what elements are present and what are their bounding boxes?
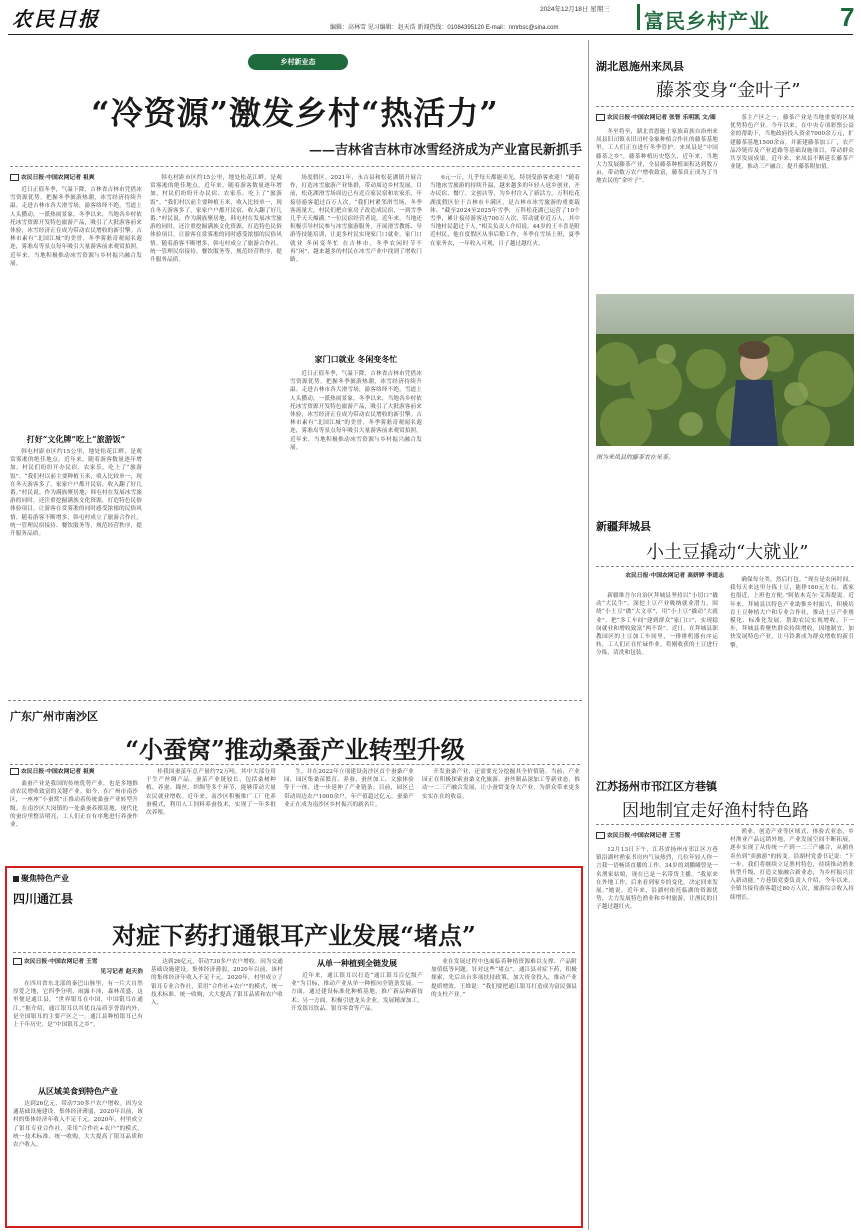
mid-col-3 <box>284 768 414 858</box>
top-inline-subhead-2: 家门口就业 冬闲变冬忙 <box>314 354 398 364</box>
top-byline-text: 农民日报·中国农网记者 祖爽 <box>21 175 95 181</box>
story-tag <box>248 54 348 70</box>
mid-headline: “小蚕窝”推动桑蚕产业转型升级 <box>125 735 465 764</box>
rt-col-1-text: 冬至将至，湖北省恩施土家族苗族自治州来凤县旧司镇永旧司村金象种植合作社的藤茶基地里，工人们正在进行冬季管护。来凤县是“中国藤茶之乡”，藤茶种植历史悠久，近年来，当地大力发展藤茶产业，全县藤茶种植面积达到数万亩，带动数万农户增收致富，藤茶真正成为了当地农民的“金叶子”。 <box>596 129 718 185</box>
right-mid-story <box>596 518 854 758</box>
page-number: 7 <box>840 2 855 32</box>
bottom-region: 四川通江县 <box>13 892 74 906</box>
mid-top-rule <box>8 700 582 701</box>
rt-region: 湖北恩施州来凤县 <box>596 60 684 73</box>
rm-byline <box>596 572 724 581</box>
top-col-2 <box>150 174 282 626</box>
middle-story <box>8 700 582 858</box>
mid-col-2 <box>146 768 276 858</box>
rb-col-2-text: 渔业，创造产业等区域式，体验式业态，乡村渔业产品远销外地，产业发展空间不断拓展，逐步实现了从传统一产到一二三产融合，从捕鱼卖鱼到“卖旅游”的转变。沿湖村党委书记说：“下一步，我们将继续立足渔村特色，持续推动渔业转型升级，打造文旅融合新业态，为乡村振兴注入新动能。”方巷镇党委负责人介绍，今年以来，全镇共接待游客超过80万人次，旅游综合收入持续增长。 <box>730 829 854 901</box>
rt-byline <box>596 114 724 123</box>
rm-byline-text: 农民日报·中国农网记者 高妍婷 李道志 <box>625 573 724 579</box>
mid-col-3-text: 生，并在2022年立项建设南沙区首个蚕桑产业园，园区集桑苗繁育、养蚕、蚕丝加工、文旅体验等于一体，进一步延伸了产业链条。目前，园区已带动周边农户1000余户，年产值超过亿元。蚕桑产业正在成为南沙区乡村振兴的新名片。 <box>284 769 414 808</box>
rb-byline <box>596 832 724 841</box>
column-divider <box>588 40 589 1230</box>
rb-col-1 <box>596 846 718 1224</box>
top-col-4-text: 6元一斤，几乎每天都能卖光，特别受游客欢迎！”随着当地冰雪旅游的持续升温，越来越多的年轻人返乡创业，开办民宿、餐厅、文创店等，为乡村注入了新活力。万科松花湖度假区位于吉林市丰满区，是吉林市冰雪旅游的重要载体。“截至2024至2025年雪季，万科松花湖已运营了10个雪季，累计接待游客达700万人次，带动就业近万人，其中当地村民超过千人。”相关负责人介绍说。44岁的王丰喜是附近村民，他在度假区从事后勤工作，冬季在雪场上班，夏季在家务农，一年收入可观，日子越过越红火。 <box>430 175 580 247</box>
rt-byline-text: 农民日报·中国农网记者 张智 乐明凯 文/图 <box>607 115 716 121</box>
bottom-col-4-text: 业在发展过程中也面临着种植资源难以支撑、产品附加值低等问题。针对这些“堵点”，通江县对症下药，积极探索，先后出台多项扶持政策，加大资金投入，推动产业提质增效。王维说：“我们要把通江银耳打造成为富民强县的支柱产业。” <box>431 959 577 998</box>
newspaper-logo: 农民日报 <box>12 7 100 31</box>
top-col-4 <box>430 174 580 626</box>
tea-farmer-photo-art <box>596 294 854 446</box>
top-byline <box>10 174 150 183</box>
bottom-subhead-1: 从区域美食到特色产业 <box>38 1086 118 1096</box>
top-story <box>8 42 582 692</box>
section-title: 富民乡村产业 <box>644 11 770 33</box>
photo-caption: 图为来凤县的藤茶农在采茶。 <box>596 454 675 461</box>
top-headline: “冷资源”激发乡村“热活力” <box>91 94 499 132</box>
right-bottom-story <box>596 778 854 1228</box>
top-divider <box>10 166 580 167</box>
bottom-col-2-text: 达到26亿元，带动730多户农户增收。因为交通基础设施建设，集体经济薄弱，2020年以前，该村的集体经济年收入不足千元。2020年，村里成立了银耳专业合作社，采用“合作社+农户”的模式，统一技术标准、统一收购，大大提高了银耳品质和农户收入。 <box>151 959 283 1007</box>
masthead <box>0 0 861 36</box>
bottom-subhead-2: 从单一种植到全链发展 <box>317 958 397 968</box>
rt-headline: 藤茶变身“金叶子” <box>656 80 801 101</box>
top-col-1-text: 近日正值冬季，气温下降，吉林省吉林市凭借冰雪资源优势，把握冬季旅游热潮，冰雪经济持续升温。走进吉林市各大滑雪场，游客络绎不绝，雪道上人头攒动，一派热闹景象。冬季以来，当地各乡村依托冰雪资源开发特色旅游产品，吸引了大批游客前来体验，冰雪经济正在成为带动农民增收的新引擎。吉林市素有“北国江城”的美誉，冬季雾凇奇观闻名遐迩，雾凇岛等景点每年吸引大量游客前来观赏拍照。近年来，当地积极推动冰雪资源与乡村振兴融合发展。 <box>10 187 142 267</box>
bottom-col-1b <box>13 1100 143 1224</box>
rt-divider <box>596 106 854 107</box>
rt-col-2-text: 茶主产区之一，藤茶产业是当地重要的区域优势特色产业。今年以来，在中央专项彩票公益金的帮助下，当地政府投入资金7000余万元，扩建藤茶基地1500余亩，并新建藤茶加工厂，农产品冷链库及产业道路等基础设施项目，带动群众共享发展成果。近年来，来凤县不断延长藤茶产业链，推动三产融合，提升藤茶附加值。 <box>730 115 854 171</box>
top-col-3b <box>290 370 422 626</box>
top-col-3 <box>290 174 422 350</box>
section-bar-stripe <box>637 4 640 30</box>
mid-byline-text: 农民日报·中国农网记者 祖爽 <box>21 769 95 775</box>
mid-col-4-text: 开发蚕桑产业，还需要充分挖掘其全价值链。当前，产业园正在积极探索蚕桑文化旅游、蚕丝制品深加工等新业态，推动一二三产融合发展，让小蚕窝变身大产业，为群众带来更多实实在在的收益。 <box>422 769 580 800</box>
bottom-col-3 <box>291 972 423 1224</box>
top-subheadline: ——吉林省吉林市冰雪经济成为产业富民新抓手 <box>308 143 582 158</box>
top-col-3-text: 场度假区。2021年，永吉县和松花湖镇开展合作，打造冰雪旅游产业集群，带动周边乡村发展。目前，松花湖滑雪场周边已有近百家民宿和农家乐，年接待游客超过百万人次。“我们村紧邻滑雪场，冬季客流量大，村民们把自家房子改造成民宿，一到雪季几乎天天爆满。”一位民宿经营者说。近年来，当地还积极引导村民参与冰雪旅游服务，开展滑雪教练、导游等技能培训，让更多村民实现家门口就业。家门口就业 冬闲变冬忙 在吉林市，冬季农闲时节不再“闲”，越来越多的村民在冰雪产业中找到了增收门路。 <box>290 175 422 264</box>
bottom-headline: 对症下药打通银耳产业发展“堵点” <box>112 921 476 950</box>
bottom-byline-text: 农民日报·中国农网记者 王雪 <box>24 959 98 965</box>
tag-square-icon <box>13 876 19 882</box>
bottom-tag-label: 聚焦特色产业 <box>21 873 69 883</box>
rb-divider <box>596 824 854 825</box>
bottom-col-4 <box>431 958 577 1224</box>
rm-region: 新疆拜城县 <box>596 520 651 533</box>
bottom-col-2 <box>151 958 283 1224</box>
bottom-col-1 <box>13 980 143 1084</box>
tea-farmer-photo <box>596 294 854 446</box>
rm-headline: 小土豆撬动“大就业” <box>646 542 809 563</box>
bottom-tag <box>13 873 69 884</box>
top-col-1b <box>10 448 142 618</box>
bottom-col-3-text: 近年来，通江银耳以打造“通江银耳百亿级产业”为目标，推动产业从单一种植向全链条发展。一方面，通过建设标准化种植基地，推广新品种新技术；另一方面，积极引进龙头企业，发展精深加工，开发银耳饮品、银耳零食等产品。 <box>291 973 423 1012</box>
bottom-col-1b-text: 达到26亿元，带动730多户农户增收。因为交通基础设施建设，集体经济薄弱，2020年以前，该村的集体经济年收入不足千元。2020年，村里成立了银耳专业合作社，采用“合作社+农户”的模式，统一技术标准、统一收购，大大提高了银耳品质和农户收入。 <box>13 1101 143 1149</box>
rm-col-1 <box>596 592 718 758</box>
rm-col-2 <box>730 576 854 758</box>
mid-col-1 <box>10 780 138 858</box>
top-col-1b-text: 韩屯村距市区约15公里，地处松花江畔，是观赏雾凇的绝佳地点。近年来，随着游客数量逐年增加，村民们纷纷开办民宿、农家乐，吃上了“旅游饭”。“我们村以前主要种植玉米，收入比较单一，现在冬天游客多了，家家户户都开民宿，收入翻了好几番。”村民说。作为满族聚居地，韩屯村在发展冰雪旅游的同时，还注重挖掘满族文化资源，打造特色民俗体验项目，让游客在赏雾凇的同时感受浓郁的民俗风情。随着游客不断增多，韩屯村成立了旅游合作社，统一管理民宿接待、餐饮服务等，规范经营秩序，提升服务品质。 <box>10 449 142 538</box>
rt-col-1 <box>596 128 718 288</box>
masthead-rule <box>8 34 853 35</box>
rb-region: 江苏扬州市邗江区方巷镇 <box>596 780 717 793</box>
mid-col-1-text: 桑蚕产业是我国的传统优势产业，也是多地推动农民增收致富的关键产业。如今，在广州市南沙区，一座座“小蚕窝”正推动着传统桑蚕产业转型升级。在南沙区大岗镇的一处桑蚕养殖基地，现代化的蚕房里整洁明亮，工人们正在有序地进行养蚕作业。 <box>10 781 138 829</box>
bottom-col-1-text: 在四川省东北部的秦巴山脉里，有一片大自然厚爱之地，它四季分明，雨露丰沛，森林茂盛，这里便是通江县。“世界银耳在中国，中国银耳在通江。”据介绍，通江银耳以其优良品质享誉海内外，是全国银耳的主要产区之一。通江县种植银耳已有上千年历史，是“中国银耳之乡”。 <box>13 981 143 1029</box>
bottom-byline <box>13 958 143 967</box>
story-tag-label: 乡村新业态 <box>280 57 316 66</box>
rt-col-2 <box>730 114 854 288</box>
rb-col-2 <box>730 828 854 1224</box>
right-top-story <box>596 58 854 498</box>
issue-date: 2024年12月18日 星期三 <box>540 6 610 13</box>
top-inline-subhead-1: 打好“文化牌”吃上“旅游饭” <box>26 434 126 444</box>
mid-byline <box>10 768 142 777</box>
mid-divider <box>10 764 580 765</box>
bottom-byline-2: 见习记者 赵天浩 <box>100 969 143 975</box>
rb-headline: 因地制宜走好渔村特色路 <box>622 801 809 821</box>
rm-col-2-text: 确保每分类，然后打包。“现在是农闲时间，我每天来这里分拣土豆，能挣160元左右，离家也很近，上班也方便。”阿依木克尔·艾海提说。近年来，拜城县以特色产业助推乡村振兴，积极培育土豆种植大户和专业合作社，推动土豆产业规模化、标准化发展，帮助农民实现增收。下一步，拜城县将聚焦群众持续增收，因地制宜，加快发展特色产业，让马铃薯成为群众增收的新引擎。 <box>730 577 854 649</box>
top-col-2-text: 韩屯村距市区约15公里，地处松花江畔，是观赏雾凇的绝佳地点。近年来，随着游客数量逐年增加，村民们纷纷开办民宿、农家乐，吃上了“旅游饭”。“我们村以前主要种植玉米，收入比较单一，现在冬天游客多了，家家户户都开民宿，收入翻了好几番。”村民说。作为满族聚居地，韩屯村在发展冰雪旅游的同时，还注重挖掘满族文化资源，打造特色民俗体验项目，让游客在赏雾凇的同时感受浓郁的民俗风情。随着游客不断增多，韩屯村成立了旅游合作社，统一管理民宿接待、餐饮服务等，规范经营秩序，提升服务品质。 <box>150 175 282 264</box>
rb-byline-text: 农民日报·中国农网记者 王雪 <box>607 833 681 839</box>
bottom-story-box <box>5 866 583 1228</box>
bottom-divider <box>13 952 575 953</box>
mid-col-4 <box>422 768 580 858</box>
mid-region: 广东广州市南沙区 <box>10 710 98 723</box>
rm-divider <box>596 566 854 567</box>
editor-line: 编辑：高林雪 见习编辑：赵天浩 新闻热线：01084395120 E-mail：nmrbsc@sina.com <box>330 25 559 31</box>
mid-col-2-text: 桂我国蚕茧年总产量约72万吨，其中大部分用于生产丝绸产品。蚕茧产业链较长，包括桑树种植、养蚕、缫丝、织绸等多个环节，能够带动大量农民就业增收。近年来，南沙区积极推广工厂化养蚕模式，利用人工饲料养蚕技术，实现了一年多批次养殖。 <box>146 769 276 817</box>
top-col-1 <box>10 186 142 432</box>
rm-col-1-text: 新疆维吾尔自治区拜城县坚持以“小切口”撬动“大民生”，深挖土豆产业吸纳就业潜力，围绕“小土豆”做“大文章”，用“小土豆”撬动“大就业”，把“多工车间”建到群众“家门口”，实现稳岗就业和增收致富“两不误”。近日，在拜城县职教园区的土豆加工车间里，一排排机器有序运转，工人们正在忙碌作业，将刚收获的土豆进行分拣、清洗和包装。 <box>596 593 718 657</box>
rb-col-1-text: 12月13日下午，江苏省扬州市邗江区方巷镇沿湖村渔家书房内气氛热烈，几位年轻人你一言我一语畅谈直播的工作。34岁的刘鹏曦曾是一名渔家姑娘，现在已是一名带货主播。“我原来在外地工作，后来看到家乡的变化，决定回来发展。”她说。近年来，沿湖村依托临湖的资源优势，大力发展特色渔业和乡村旅游，让渔民的日子越过越红火。 <box>596 847 718 911</box>
top-col-3b-text: 近日正值冬季，气温下降，吉林省吉林市凭借冰雪资源优势，把握冬季旅游热潮，冰雪经济持续升温。走进吉林市各大滑雪场，游客络绎不绝，雪道上人头攒动，一派热闹景象。冬季以来，当地各乡村依托冰雪资源开发特色旅游产品，吸引了大批游客前来体验，冰雪经济正在成为带动农民增收的新引擎。吉林市素有“北国江城”的美誉，冬季雾凇奇观闻名遐迩，雾凇岛等景点每年吸引大量游客前来观赏拍照。近年来，当地积极推动冰雪资源与乡村振兴融合发展。 <box>290 371 422 451</box>
